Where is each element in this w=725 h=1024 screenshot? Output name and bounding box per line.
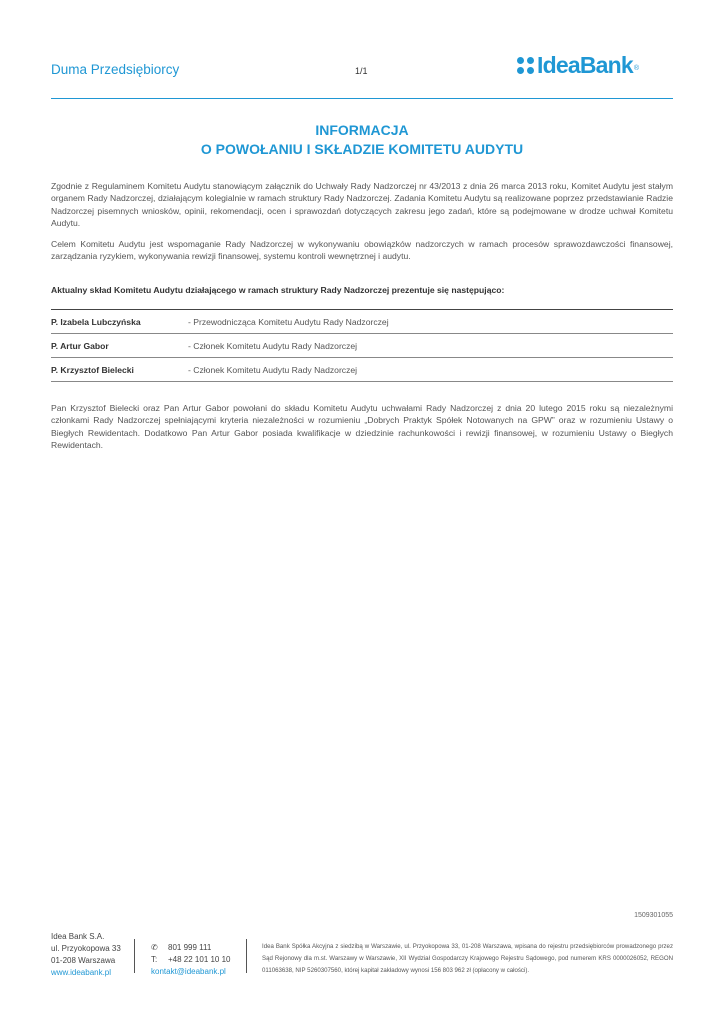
member-name: P. Krzysztof Bielecki <box>51 364 134 375</box>
header-divider <box>51 98 673 99</box>
logo-word-idea: Idea <box>537 51 580 78</box>
document-id: 1509301055 <box>634 912 673 919</box>
member-row <box>51 310 673 334</box>
phone-icon: ✆ <box>151 943 158 952</box>
member-row <box>51 334 673 358</box>
member-role: - Przewodnicząca Komitetu Audytu Rady Nadzorczej <box>188 316 389 327</box>
footer-divider <box>246 939 247 973</box>
registered-mark: ® <box>633 65 640 72</box>
title-line-1: INFORMACJA <box>315 122 409 138</box>
tel-label: T: <box>151 955 158 964</box>
composition-intro: Aktualny skład Komitetu Audytu działającego w ramach struktury Rady Nadzorczej prezentuje się następująco: <box>51 285 505 295</box>
member-role: - Członek Komitetu Audytu Rady Nadzorczej <box>188 340 358 351</box>
footer-tel: +48 22 101 10 10 <box>168 955 231 964</box>
footer-contact <box>151 942 231 978</box>
footer-company: Idea Bank S.A. <box>51 932 105 941</box>
header-tagline: Duma Przedsiębiorcy <box>51 62 180 77</box>
page-number: 1/1 <box>355 66 368 76</box>
footer-city: 01-208 Warszawa <box>51 956 116 965</box>
member-name: P. Izabela Lubczyńska <box>51 316 141 327</box>
member-row <box>51 358 673 382</box>
footer-website-link[interactable]: www.ideabank.pl <box>51 968 112 977</box>
footer-legal-notice: Idea Bank Spółka Akcyjna z siedzibą w Warszawie, ul. Przyokopowa 33, 01-208 Warszawa, wpisana do rejestru przedsiębiorców prowadzonego przez Sąd Rejonowy dla m.st. Warszawy w Warszawie, XII Wydział Gospodarczy Krajowego Rejestru Sądowego, pod numerem KRS 0000026052, REGON 011063638, NIP 5260307560, której kapitał zakładowy wynosi 156 803 962 zł (opłacony w całości). <box>262 943 673 974</box>
paragraph-purpose: Celem Komitetu Audytu jest wspomaganie Rady Nadzorczej w wykonywaniu obowiązków nadzorczych w ramach procesów sprawozdawczości finansowej, zarządzania ryzykiem, wykonywania rewizji finansowej, systemu kontroli wewnętrznej i audytu. <box>51 239 673 262</box>
paragraph-regulations: Zgodnie z Regulaminem Komitetu Audytu stanowiącym załącznik do Uchwały Rady Nadzorczej nr 43/2013 z dnia 26 marca 2013 roku, Komitet Audytu jest stałym organem Rady Nadzorczej, działającym kolegialnie w ramach struktury Rady Nadzorczej. Zadania Komitetu Audytu są realizowane poprzez przedstawianie Radzie Nadzorczej pisemnych wniosków, opinii, rekomendacji, ocen i sprawozdań dotyczących zakresu jego zadań, które są podejmowane w drodze uchwał Komitetu Audytu. <box>51 181 673 228</box>
footer-address <box>51 931 121 979</box>
logo-word-bank: Bank <box>579 51 633 78</box>
idea-bank-logo <box>517 52 639 78</box>
member-name: P. Artur Gabor <box>51 340 109 351</box>
footer-email-link[interactable]: kontakt@ideabank.pl <box>151 967 226 976</box>
title-line-2: O POWOŁANIU I SKŁADZIE KOMITETU AUDYTU <box>200 141 524 157</box>
footer-phone: 801 999 111 <box>168 943 212 952</box>
document-title <box>51 121 673 159</box>
footer-divider <box>134 939 135 973</box>
member-role: - Członek Komitetu Audytu Rady Nadzorczej <box>188 364 358 375</box>
footer-street: ul. Przyokopowa 33 <box>51 944 121 953</box>
logo-dots-icon <box>517 57 534 74</box>
paragraph-independence: Pan Krzysztof Bielecki oraz Pan Artur Gabor powołani do składu Komitetu Audytu uchwałami Rady Nadzorczej z dnia 20 lutego 2015 roku są niezależnymi członkami Rady Nadzorczej spełniającymi kryteria niezależności w rozumieniu „Dobrych Praktyk Spółek Notowanych na GPW” oraz w rozumieniu Ustawy o Biegłych Rewidentach. Dodatkowo Pan Artur Gabor posiada kwalifikacje w dziedzinie rachunkowości i rewizji finansowej, w rozumieniu Ustawy o Biegłych Rewidentach. <box>51 403 673 450</box>
members-table <box>51 309 673 382</box>
